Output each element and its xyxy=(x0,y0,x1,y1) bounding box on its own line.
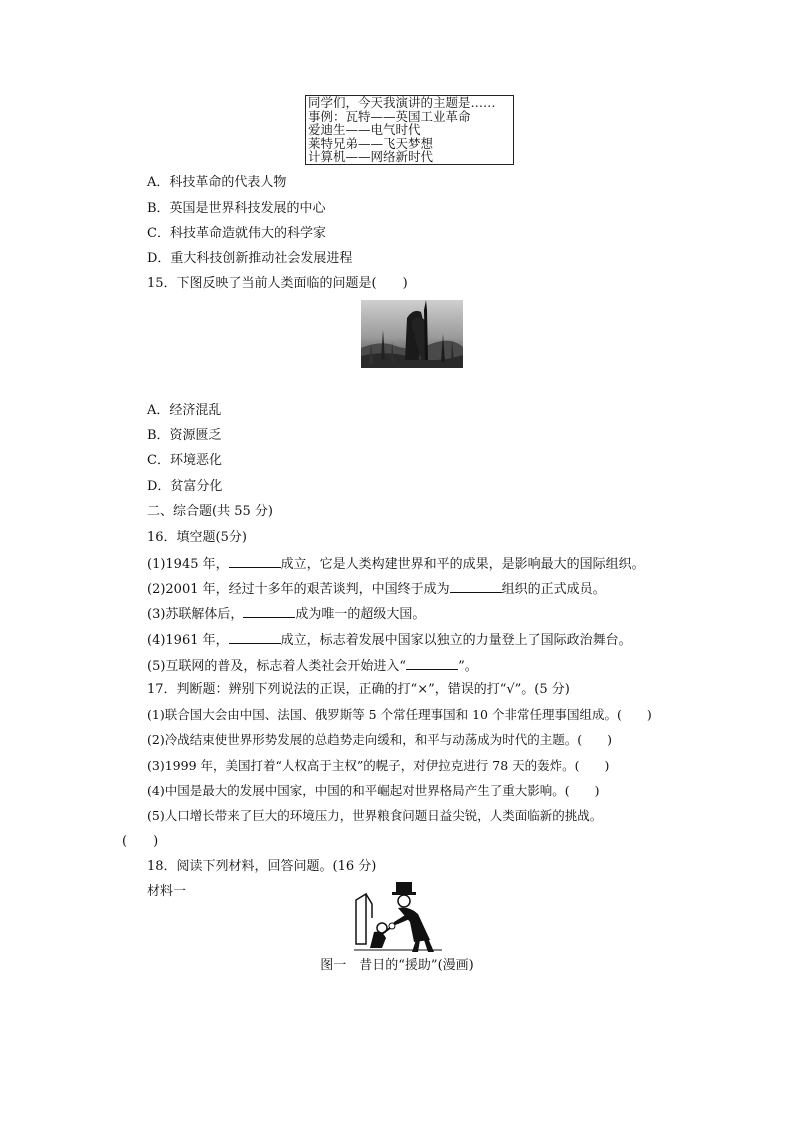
figure-1-caption: 图一 昔日的“援助”(漫画) xyxy=(320,958,474,973)
q17-item-5-answer-bracket: ( ) xyxy=(122,834,159,849)
q17-item-2: (2)冷战结束使世界形势发展的总趋势走向缓和，和平与动荡成为时代的主题。( ) xyxy=(147,732,612,747)
answer-blank[interactable] xyxy=(229,631,281,644)
q14-option-b: B．英国是世界科技发展的中心 xyxy=(147,201,326,216)
q14-option-c: C．科技革命造就伟大的科学家 xyxy=(147,226,326,241)
material-label: 材料一 xyxy=(147,884,187,899)
q15-option-c: C．环境恶化 xyxy=(147,453,222,468)
q15-option-b: B．资源匮乏 xyxy=(147,428,222,443)
q16-item-2: (2)2001 年，经过十多年的艰苦谈判，中国终于成为 组织的正式成员。 xyxy=(147,582,606,597)
speech-topic-box xyxy=(305,95,514,165)
aid-cartoon xyxy=(352,878,452,954)
speech-line: 莱特兄弟——飞天梦想 xyxy=(308,135,434,151)
answer-blank[interactable] xyxy=(406,657,458,670)
q16-item-4: (4)1961 年， 成立，标志着发展中国家以独立的力量登上了国际政治舞台。 xyxy=(147,633,632,648)
q16-item-5: (5)互联网的普及，标志着人类社会开始进入“ ”。 xyxy=(147,659,478,674)
deforestation-photo xyxy=(361,300,463,368)
q16-item-3: (3)苏联解体后， 成为唯一的超级大国。 xyxy=(147,607,426,622)
q18-stem: 18．阅读下列材料，回答问题。(16 分) xyxy=(147,859,377,874)
q17-stem: 17．判断题：辨别下列说法的正误，正确的打“×”，错误的打“√”。(5 分) xyxy=(147,682,570,697)
q15-stem: 15．下图反映了当前人类面临的问题是( ) xyxy=(147,276,408,291)
speech-line: 计算机——网络新时代 xyxy=(308,149,434,165)
answer-blank[interactable] xyxy=(229,555,281,568)
speech-line: 爱迪生——电气时代 xyxy=(308,122,421,138)
q17-item-4: (4)中国是最大的发展中国家，中国的和平崛起对世界格局产生了重大影响。( ) xyxy=(147,783,600,798)
q14-option-a: A．科技革命的代表人物 xyxy=(147,175,287,190)
speech-line: 同学们，今天我演讲的主题是…… xyxy=(308,95,496,110)
q17-item-5: (5)人口增长带来了巨大的环境压力，世界粮食问题日益尖锐，人类面临新的挑战。 xyxy=(147,808,603,823)
q16-item-1: (1)1945 年， 成立，它是人类构建世界和平的成果，是影响最大的国际组织。 xyxy=(147,557,645,572)
q17-item-1: (1)联合国大会由中国、法国、俄罗斯等 5 个常任理事国和 10 个非常任理事国组成。( ) xyxy=(147,707,652,722)
section-2-title: 二、综合题(共 55 分) xyxy=(147,504,273,519)
answer-blank[interactable] xyxy=(243,605,295,618)
speech-line: 事例：瓦特——英国工业革命 xyxy=(308,108,471,124)
answer-blank[interactable] xyxy=(450,580,502,593)
q15-option-a: A．经济混乱 xyxy=(147,403,222,418)
q16-stem: 16．填空题(5分) xyxy=(147,530,247,545)
q14-option-d: D．重大科技创新推动社会发展进程 xyxy=(147,251,353,266)
q17-item-3: (3)1999 年，美国打着“人权高于主权”的幌子，对伊拉克进行 78 天的轰炸。( ) xyxy=(147,758,610,773)
q15-option-d: D．贫富分化 xyxy=(147,479,223,494)
